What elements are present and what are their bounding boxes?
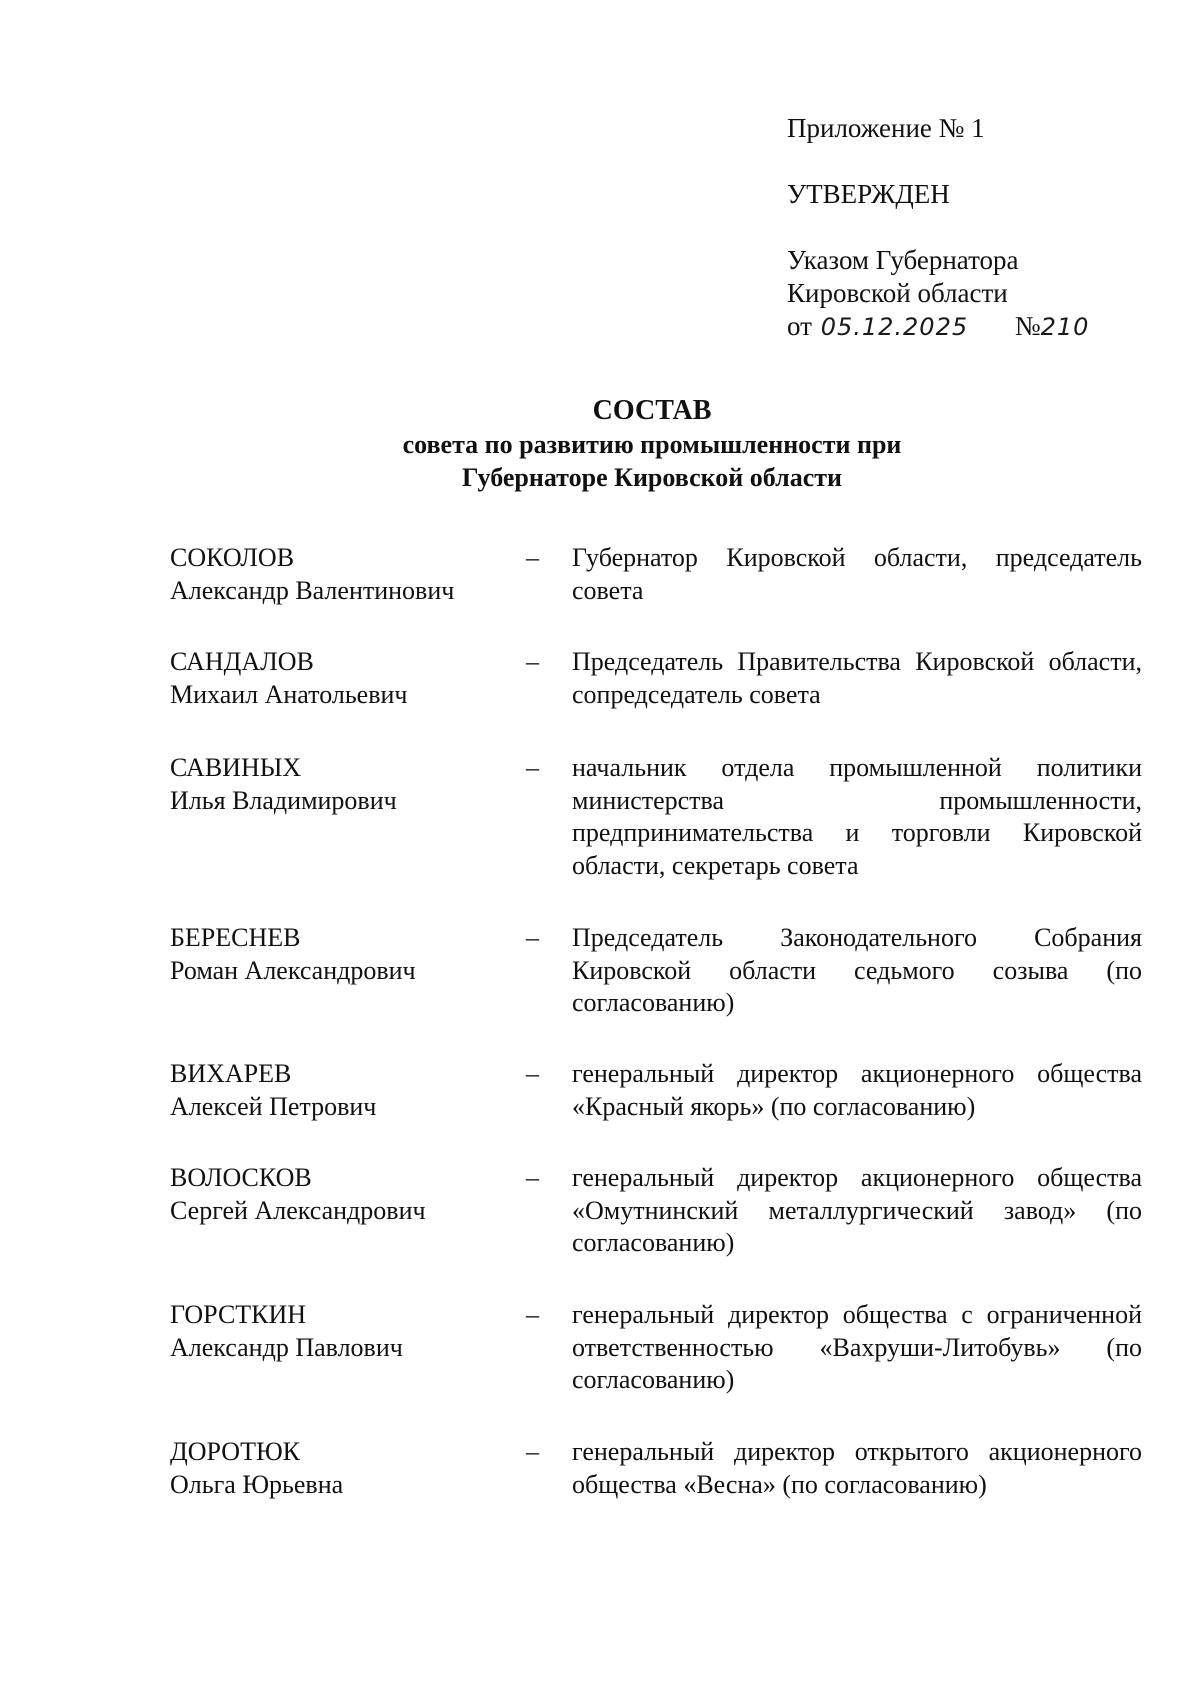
appendix-number: Приложение № 1 (787, 113, 985, 143)
member-name (170, 1299, 510, 1364)
dash-separator: – (526, 923, 539, 952)
member-given-name: Александр Валентинович (170, 575, 455, 605)
member-surname: ВИХАРЕВ (170, 1059, 292, 1088)
member-surname: ДОРОТЮК (170, 1437, 301, 1466)
member-name (170, 1162, 510, 1227)
member-role: Председатель Правительства Кировской области, сопредседатель совета (572, 647, 1142, 709)
dash-separator: – (526, 543, 539, 572)
dash-separator: – (526, 753, 539, 782)
member-role: начальник отдела промышленной политики министерства промышленности, предпринимательства и торговли Кировской области, секретарь совета (572, 753, 1142, 880)
decree-date-line (787, 310, 1089, 344)
member-given-name: Роман Александрович (170, 955, 416, 985)
member-given-name: Ольга Юрьевна (170, 1469, 344, 1499)
dash-separator: – (526, 1437, 539, 1466)
decree-line-2: Кировской области (787, 278, 1008, 308)
member-name (170, 646, 510, 711)
handwritten-number: 210 (1040, 313, 1090, 341)
member-role: генеральный директор открытого акционерного общества «Весна» (по согласованию) (572, 1437, 1142, 1499)
decree-line-1: Указом Губернатора (787, 245, 1019, 275)
member-role: генеральный директор акционерного общества «Красный якорь» (по согласованию) (572, 1059, 1142, 1121)
title-subtitle-line-2: Губернаторе Кировской области (462, 463, 842, 492)
dash-separator: – (526, 1300, 539, 1329)
member-given-name: Михаил Анатольевич (170, 679, 408, 709)
member-surname: СОКОЛОВ (170, 543, 295, 572)
dash-separator: – (526, 1163, 539, 1192)
member-name (170, 1436, 510, 1501)
member-given-name: Алексей Петрович (170, 1091, 377, 1121)
member-name (170, 922, 510, 987)
member-role: генеральный директор общества с ограниченной ответственностью «Вахруши-Литобувь» (по согласованию) (572, 1300, 1142, 1394)
member-name (170, 752, 510, 817)
member-given-name: Сергей Александрович (170, 1195, 426, 1225)
member-surname: ГОРСТКИН (170, 1300, 307, 1329)
member-role: Губернатор Кировской области, председатель совета (572, 543, 1142, 605)
member-name (170, 542, 510, 607)
member-surname: САНДАЛОВ (170, 647, 314, 676)
member-role: Председатель Законодательного Собрания Кировской области седьмого созыва (по согласованию) (572, 923, 1142, 1017)
title-subtitle-line-1: совета по развитию промышленности при (402, 430, 902, 459)
document-title (250, 394, 1054, 494)
approval-block (787, 112, 1089, 344)
dash-separator: – (526, 1059, 539, 1088)
member-surname: САВИНЫХ (170, 753, 302, 782)
member-role: генеральный директор акционерного общества «Омутнинский металлургический завод» (по согласованию) (572, 1163, 1142, 1257)
handwritten-date: 05.12.2025 (820, 313, 969, 341)
member-surname: БЕРЕСНЕВ (170, 923, 301, 952)
approved-label: УТВЕРЖДЕН (787, 179, 950, 209)
dash-separator: – (526, 647, 539, 676)
number-prefix: № (1014, 311, 1041, 341)
title-main: СОСТАВ (592, 395, 712, 426)
member-surname: ВОЛОСКОВ (170, 1163, 312, 1192)
member-given-name: Александр Павлович (170, 1332, 403, 1362)
member-given-name: Илья Владимирович (170, 785, 397, 815)
date-prefix: от (787, 311, 812, 341)
member-name (170, 1058, 510, 1123)
